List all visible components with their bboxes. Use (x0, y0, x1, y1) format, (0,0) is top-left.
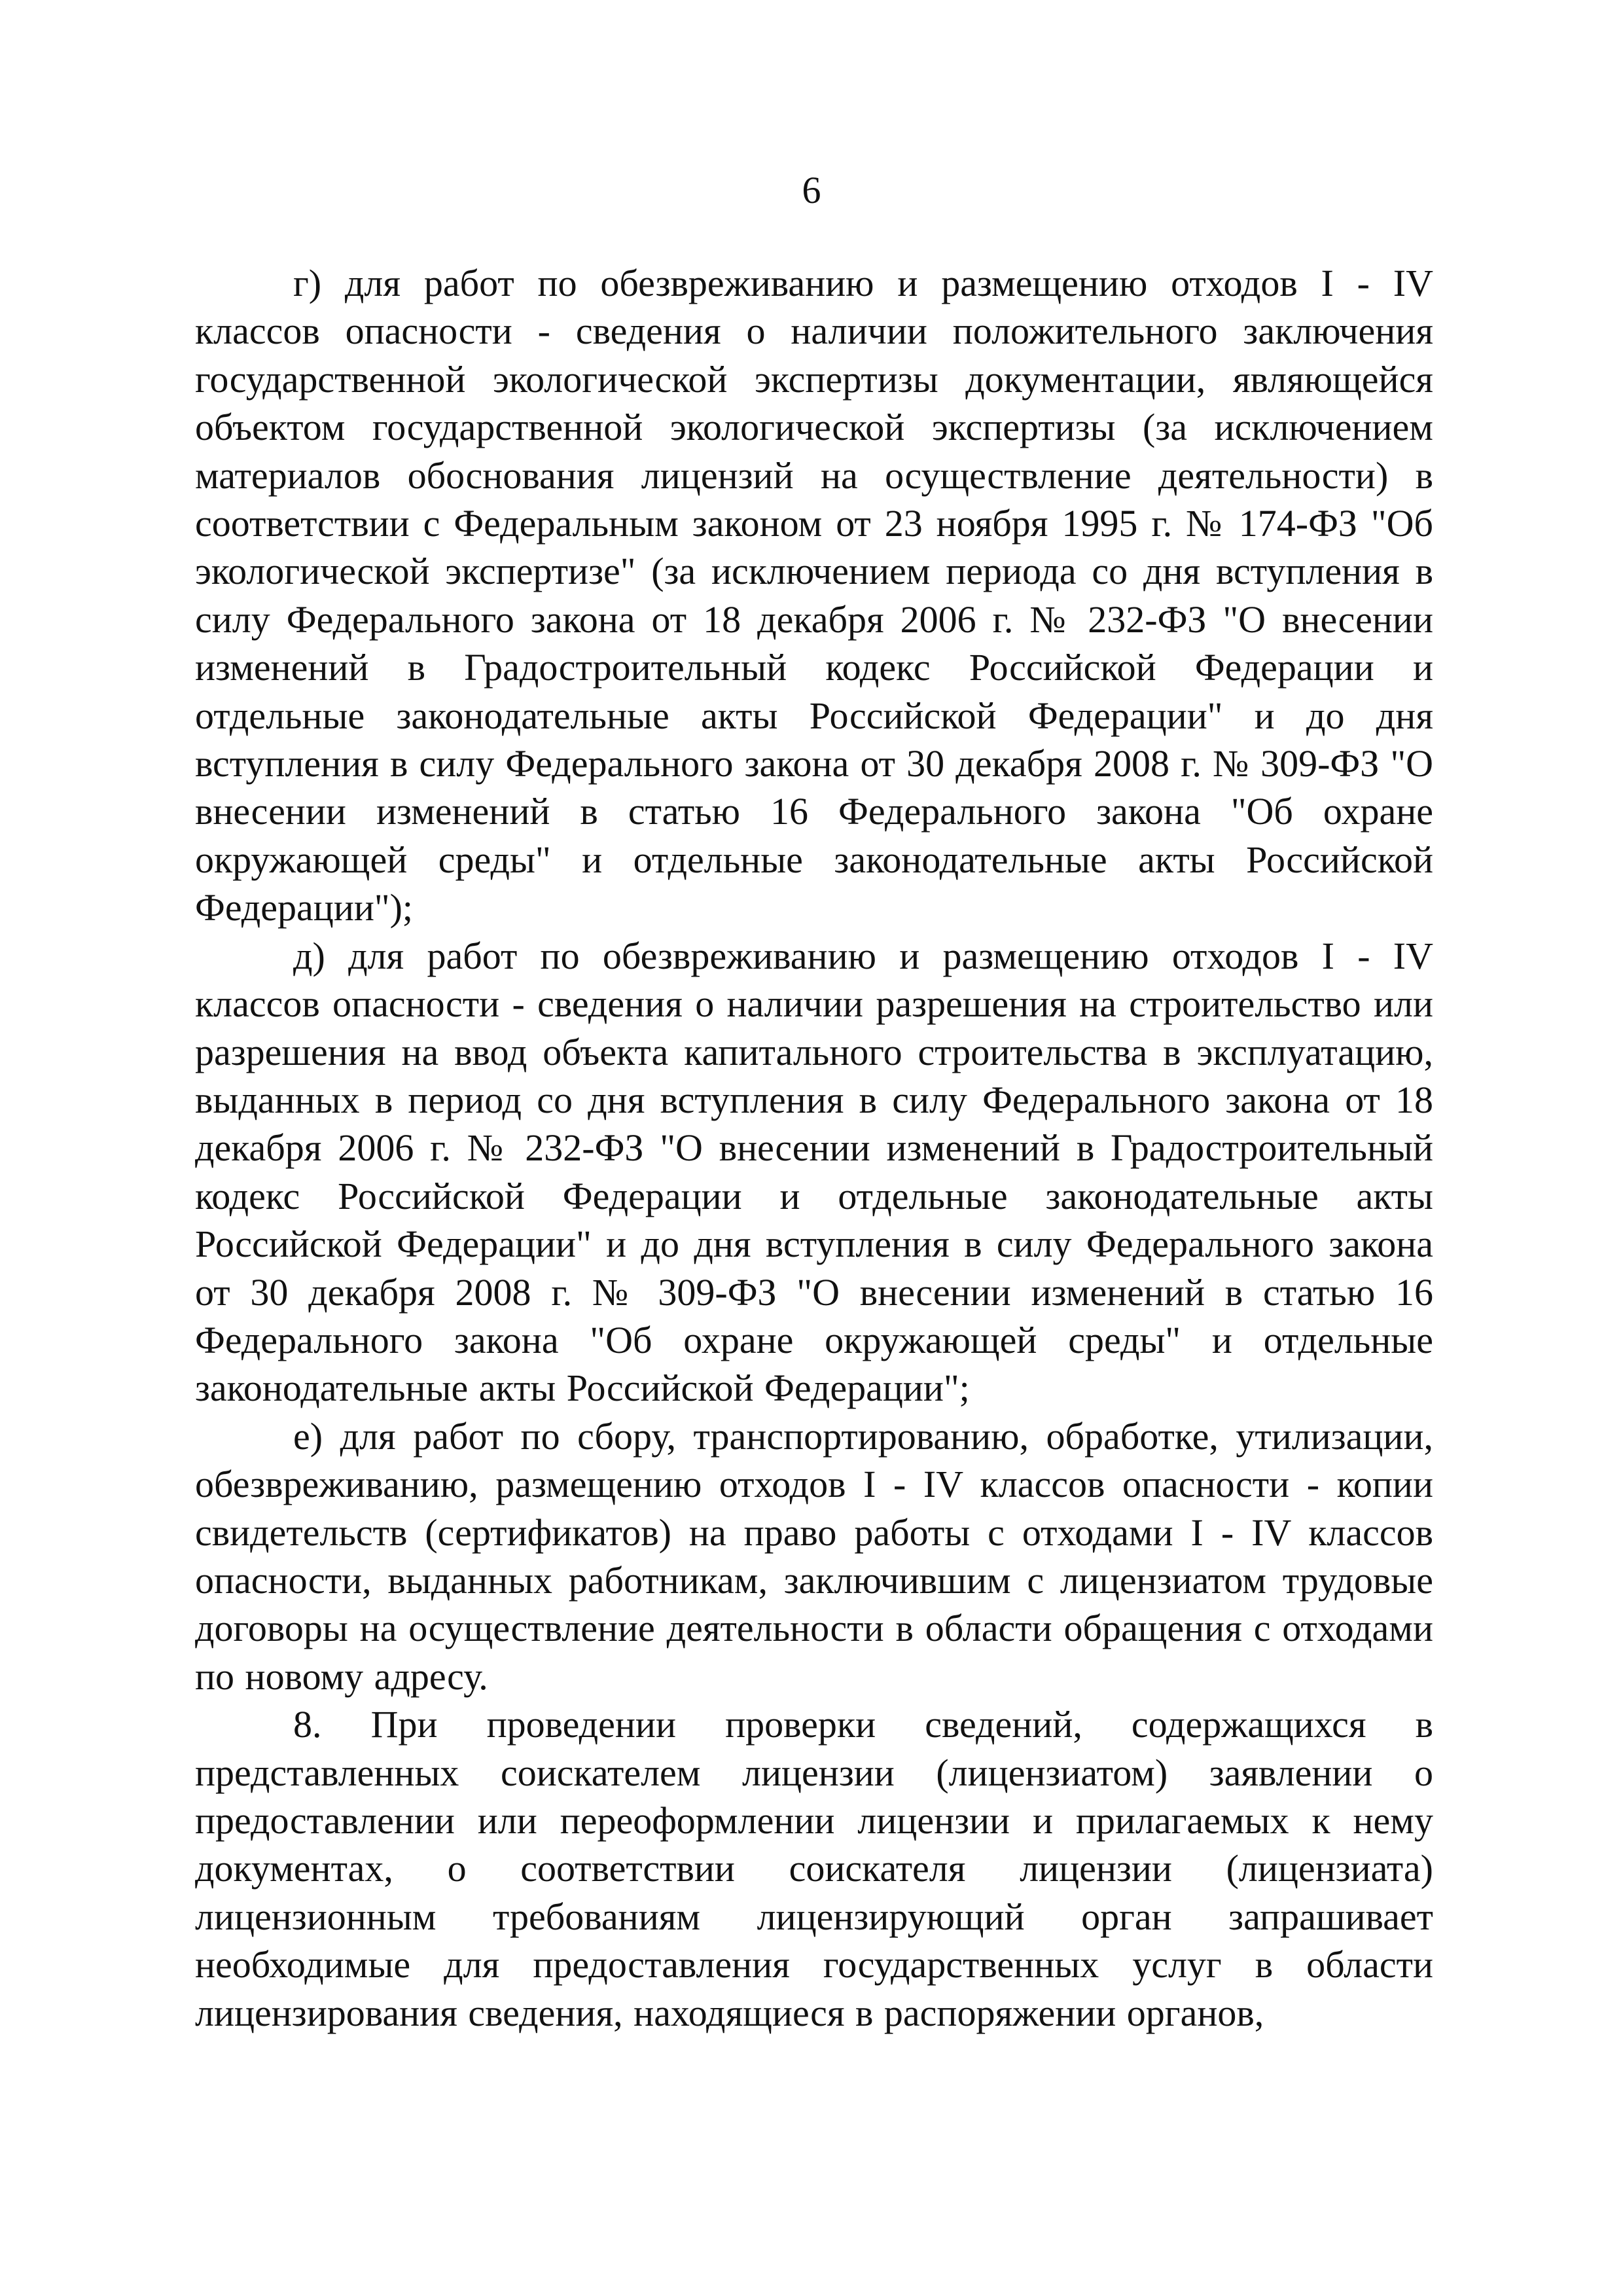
page-number: 6 (802, 169, 821, 211)
paragraph-8: 8. При проведении проверки сведений, содержащихся в представленных соискателем лицензии (лицензиатом) заявлении о предоставлении или переоформлении лицензии и прилагаемых к нему документах, о соответствии соискателя лицензии (лицензиата) лицензионным требованиям лицензирующий орган запрашивает необходимые для предоставления государственных услуг в области лицензирования сведения, находящиеся в распоряжении органов, (195, 1703, 1433, 2034)
paragraph-e: е) для работ по сбору, транспортированию, обработке, утилизации, обезвреживанию, размещению отходов I - IV классов опасности - копии свидетельств (сертификатов) на право работы с отходами I - IV классов опасности, выданных работникам, заключившим с лицензиатом трудовые договоры на осуществление деятельности в области обращения с отходами по новому адресу. (195, 1414, 1433, 1698)
paragraph-g: г) для работ по обезвреживанию и размещению отходов I - IV классов опасности - сведения о наличии положительного заключения государственной экологической экспертизы документации, являющейся объектом государственной экологической экспертизы (за исключением материалов обоснования лицензий на осуществление деятельности) в соответствии с Федеральным законом от 23 ноября 1995 г. № 174-ФЗ "Об экологической экспертизе" (за исключением периода со дня вступления в силу Федерального закона от 18 декабря 2006 г. № 232-ФЗ "О внесении изменений в Градостроительный кодекс Российской Федерации и отдельные законодательные акты Российской Федерации" и до дня вступления в силу Федерального закона от 30 декабря 2008 г. № 309-ФЗ "О внесении изменений в статью 16 Федерального закона "Об охране окружающей среды" и отдельные законодательные акты Российской Федерации"); (195, 262, 1433, 929)
paragraph-d: д) для работ по обезвреживанию и размещению отходов I - IV классов опасности - сведения о наличии разрешения на строительство или разрешения на ввод объекта капитального строительства в эксплуатацию, выданных в период со дня вступления в силу Федерального закона от 18 декабря 2006 г. № 232-ФЗ "О внесении изменений в Градостроительный кодекс Российской Федерации и отдельные законодательные акты Российской Федерации" и до дня вступления в силу Федерального закона от 30 декабря 2008 г. № 309-ФЗ "О внесении изменений в статью 16 Федерального закона "Об охране окружающей среды" и отдельные законодательные акты Российской Федерации"; (195, 934, 1433, 1410)
document-body (195, 259, 1433, 2037)
